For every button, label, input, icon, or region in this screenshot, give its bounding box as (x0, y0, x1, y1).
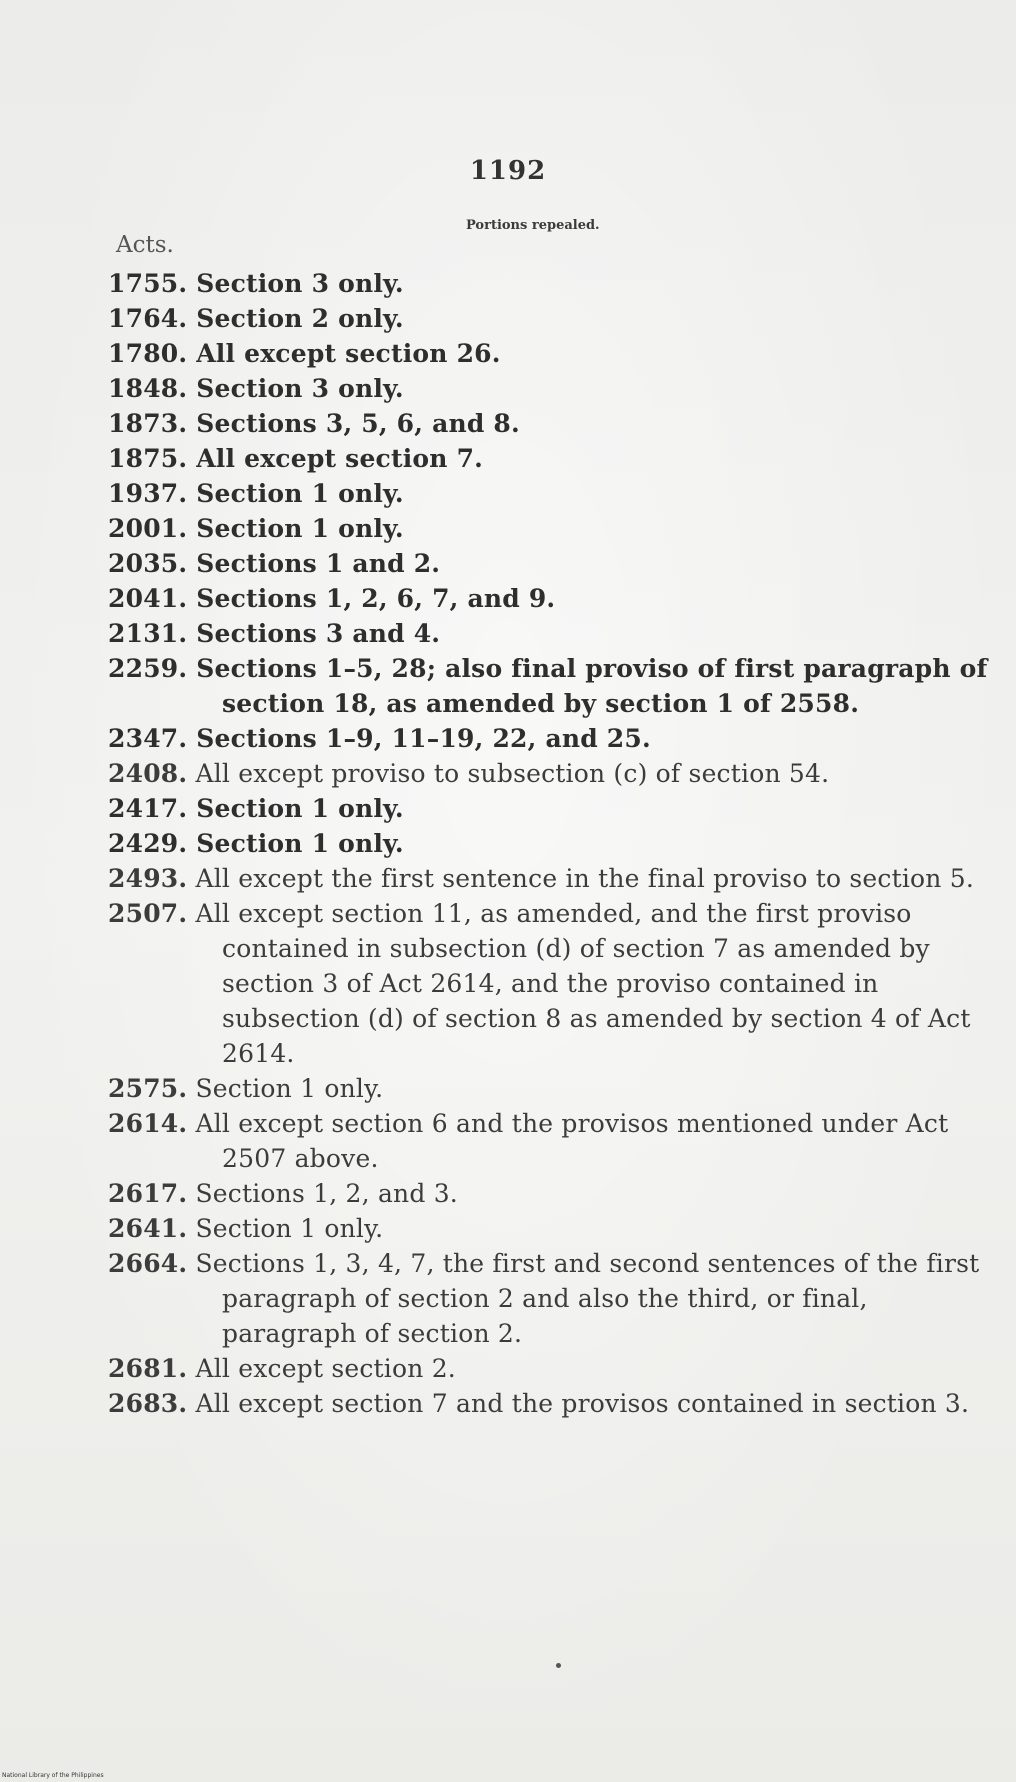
act-number: 1873. (108, 409, 188, 438)
archive-credit: National Library of the Philippines (2, 1772, 104, 1779)
act-portion: Section 1 only. (196, 829, 404, 858)
act-number: 2417. (108, 794, 188, 823)
list-item (108, 1176, 988, 1211)
act-number: 2408. (108, 759, 188, 788)
act-number: 2429. (108, 829, 188, 858)
act-portion: All except section 6 and the provisos mentioned under Act 2507 above. (195, 1109, 949, 1173)
list-item (108, 371, 988, 406)
act-portion: Sections 1–5, 28; also final proviso of first paragraph of section 18, as amended by section 1 of 2558. (196, 654, 988, 718)
act-number: 2641. (108, 1214, 188, 1243)
act-number: 2493. (108, 864, 188, 893)
list-item (108, 581, 988, 616)
act-portion: Sections 1, 2, and 3. (195, 1179, 458, 1208)
list-item (108, 1386, 988, 1421)
list-item (108, 406, 988, 441)
act-number: 1875. (108, 444, 188, 473)
list-item (108, 756, 988, 791)
act-portion: Sections 1 and 2. (196, 549, 441, 578)
list-item (108, 266, 988, 301)
list-item (108, 861, 988, 896)
act-number: 2617. (108, 1179, 188, 1208)
act-portion: Sections 1, 3, 4, 7, the first and second sentences of the first paragraph of section 2 and also the third, or final, paragraph of section 2. (195, 1249, 980, 1348)
act-portion: All except section 2. (195, 1354, 456, 1383)
list-item (108, 546, 988, 581)
act-portion: Sections 3 and 4. (196, 619, 441, 648)
act-portion: Section 1 only. (196, 479, 404, 508)
acts-label: Acts. (116, 232, 174, 258)
list-item (108, 441, 988, 476)
act-portion: All except the first sentence in the final proviso to section 5. (195, 864, 974, 893)
act-number: 2507. (108, 899, 188, 928)
list-item (108, 301, 988, 336)
ink-dot (556, 1663, 561, 1668)
list-item (108, 511, 988, 546)
act-number: 1755. (108, 269, 188, 298)
act-number: 2001. (108, 514, 188, 543)
act-number: 2664. (108, 1249, 188, 1278)
act-portion: All except section 7. (196, 444, 484, 473)
act-number: 1780. (108, 339, 188, 368)
list-item (108, 476, 988, 511)
list-item (108, 651, 988, 721)
act-number: 2575. (108, 1074, 188, 1103)
list-item (108, 896, 988, 1071)
act-number: 2041. (108, 584, 188, 613)
list-item (108, 1211, 988, 1246)
act-portion: Section 1 only. (196, 514, 404, 543)
act-portion: Sections 3, 5, 6, and 8. (196, 409, 520, 438)
list-item (108, 1106, 988, 1176)
act-number: 2035. (108, 549, 188, 578)
act-portion: Section 3 only. (196, 269, 404, 298)
act-number: 1848. (108, 374, 188, 403)
act-number: 2681. (108, 1354, 188, 1383)
act-number: 1937. (108, 479, 188, 508)
act-portion: All except section 7 and the provisos contained in section 3. (195, 1389, 970, 1418)
act-number: 2259. (108, 654, 188, 683)
act-portion: Section 2 only. (196, 304, 404, 333)
act-portion: Sections 1–9, 11–19, 22, and 25. (196, 724, 651, 753)
act-portion: All except section 11, as amended, and the first proviso contained in subsection (d) of section 7 as amended by section 3 of Act 2614, and the proviso contained in subsection (d) of section 8 as amended by section 4 of Act 2614. (195, 899, 971, 1068)
page-number: 1192 (469, 156, 547, 186)
list-item (108, 791, 988, 826)
act-portion: All except proviso to subsection (c) of section 54. (195, 759, 830, 788)
act-portion: Section 1 only. (196, 794, 404, 823)
act-number: 2614. (108, 1109, 188, 1138)
act-number: 2347. (108, 724, 188, 753)
list-item (108, 336, 988, 371)
act-portion: Sections 1, 2, 6, 7, and 9. (196, 584, 556, 613)
repealed-acts-list (108, 266, 988, 1421)
act-portion: Section 1 only. (195, 1074, 384, 1103)
list-item (108, 1071, 988, 1106)
list-item (108, 826, 988, 861)
list-item (108, 616, 988, 651)
act-number: 1764. (108, 304, 188, 333)
act-number: 2683. (108, 1389, 188, 1418)
list-item (108, 721, 988, 756)
act-number: 2131. (108, 619, 188, 648)
list-item (108, 1246, 988, 1351)
list-item (108, 1351, 988, 1386)
act-portion: All except section 26. (196, 339, 501, 368)
act-portion: Section 1 only. (195, 1214, 384, 1243)
column-heading: Portions repealed. (466, 218, 600, 233)
act-portion: Section 3 only. (196, 374, 404, 403)
